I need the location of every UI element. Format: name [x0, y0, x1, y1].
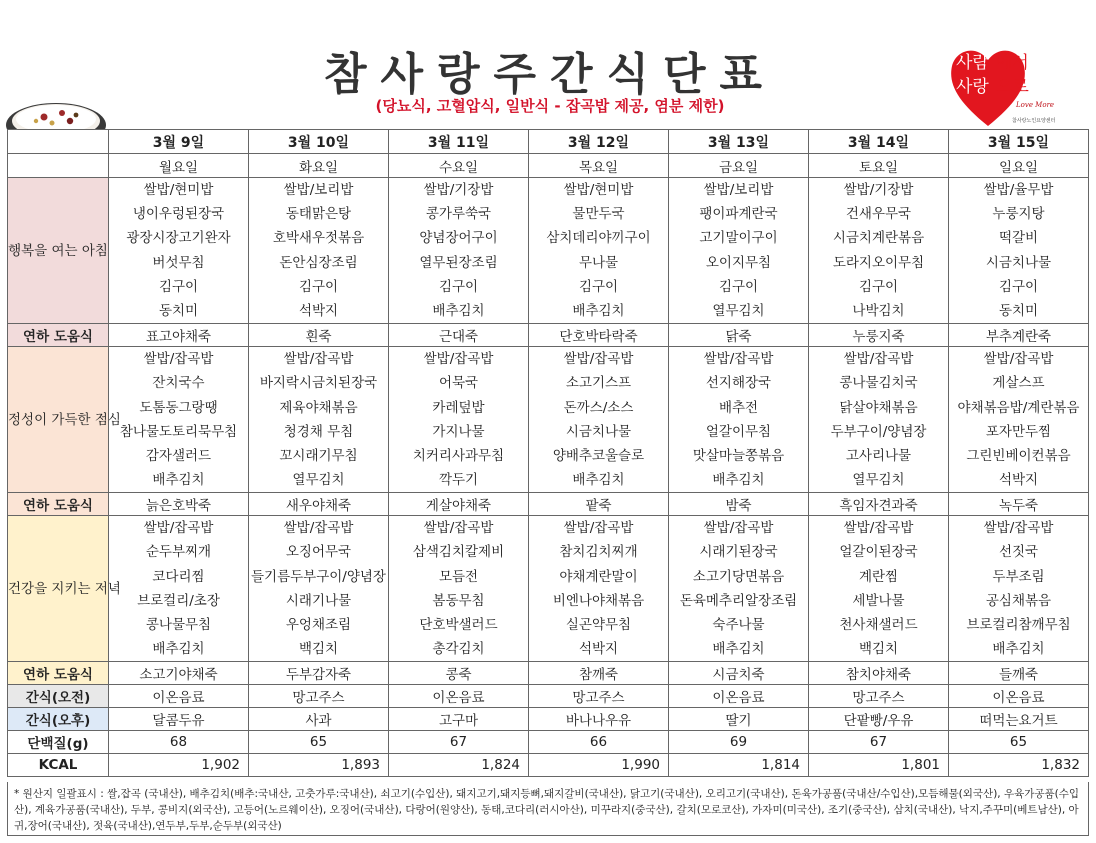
menu-cell — [529, 347, 669, 493]
soft-meal-cell: 단호박타락죽 — [529, 324, 669, 347]
snack-label: 간식(오전) — [8, 685, 109, 708]
menu-item: 쌀밥/잡곡밥 — [283, 520, 354, 537]
menu-cell — [109, 347, 249, 493]
menu-item: 쌀밥/보리밥 — [703, 182, 774, 198]
menu-item: 야채계란말이 — [559, 568, 638, 585]
menu-item: 두부조림 — [992, 568, 1045, 585]
weekly-menu-table — [7, 129, 1089, 777]
menu-item: 쌀밥/기장밥 — [843, 182, 914, 198]
soft-meal-cell: 소고기야채죽 — [109, 662, 249, 685]
menu-item: 동태맑은탕 — [285, 206, 352, 223]
soft-meal-label: 연하 도움식 — [8, 493, 109, 516]
protein-cell: 69 — [669, 731, 809, 754]
soft-meal-cell: 참깨죽 — [529, 662, 669, 685]
weekday-header: 화요일 — [249, 154, 389, 178]
soft-meal-cell: 두부감자죽 — [249, 662, 389, 685]
menu-item: 우엉채조림 — [285, 617, 352, 633]
organization-logo — [948, 40, 1088, 130]
soft-meal-row — [8, 324, 1089, 347]
weekday-header: 월요일 — [109, 154, 249, 178]
menu-item: 석박지 — [998, 472, 1039, 489]
menu-item: 배추김치 — [712, 472, 765, 489]
menu-item: 고사리나물 — [845, 447, 912, 464]
protein-cell: 67 — [809, 731, 949, 754]
menu-item: 포자만두찜 — [985, 423, 1052, 440]
menu-cell — [809, 347, 949, 493]
menu-item: 열무된장조림 — [419, 254, 498, 271]
weekday-header: 수요일 — [389, 154, 529, 178]
menu-item: 쌀밥/잡곡밥 — [983, 351, 1054, 368]
meal-row — [8, 178, 1089, 324]
menu-cell — [389, 516, 529, 662]
soft-meal-cell: 흰죽 — [249, 324, 389, 347]
snack-cell: 단팥빵/우유 — [809, 708, 949, 731]
menu-item: 양배추코울슬로 — [552, 447, 645, 464]
logo-text-2a: 사랑 — [956, 77, 989, 97]
snack-cell: 이온음료 — [949, 685, 1089, 708]
protein-cell: 67 — [389, 731, 529, 754]
menu-item: 삼색김치칼제비 — [412, 544, 505, 561]
logo-text-1b: 에서 — [996, 53, 1029, 73]
menu-cell — [109, 516, 249, 662]
soft-meal-row — [8, 493, 1089, 516]
menu-cell — [809, 178, 949, 324]
menu-item: 야채볶음밥/계란볶음 — [957, 399, 1080, 416]
soft-meal-cell: 시금치죽 — [669, 662, 809, 685]
kcal-cell: 1,824 — [389, 754, 529, 777]
menu-item: 들기름두부구이/양념장 — [251, 568, 386, 585]
menu-item: 게살스프 — [992, 375, 1045, 392]
snack-cell: 고구마 — [389, 708, 529, 731]
menu-item: 시래기된장국 — [699, 544, 778, 561]
menu-item: 배추김치 — [152, 472, 205, 489]
meal-row — [8, 516, 1089, 662]
kcal-cell: 1,832 — [949, 754, 1089, 777]
weekday-header: 일요일 — [949, 154, 1089, 178]
soft-meal-cell: 새우야채죽 — [249, 493, 389, 516]
menu-item: 김구이 — [298, 278, 339, 295]
menu-item: 쌀밥/잡곡밥 — [703, 351, 774, 368]
menu-item: 쌀밥/현미밥 — [143, 182, 214, 198]
menu-item: 열무김치 — [712, 302, 765, 319]
snack-cell: 망고주스 — [249, 685, 389, 708]
protein-label: 단백질(g) — [8, 731, 109, 754]
menu-item: 브로컬리참깨무침 — [966, 617, 1071, 633]
menu-item: 나박김치 — [852, 302, 905, 319]
menu-item: 숙주나물 — [712, 617, 765, 633]
menu-item: 쌀밥/잡곡밥 — [283, 351, 354, 368]
date-header: 3월 15일 — [949, 130, 1089, 154]
menu-item: 쌀밥/잡곡밥 — [703, 520, 774, 537]
menu-cell — [249, 347, 389, 493]
soft-meal-cell: 누룽지죽 — [809, 324, 949, 347]
snack-cell: 망고주스 — [529, 685, 669, 708]
menu-item: 쌀밥/잡곡밥 — [563, 520, 634, 537]
menu-item: 쌀밥/잡곡밥 — [843, 520, 914, 537]
menu-item: 돈육메추리알장조림 — [679, 592, 798, 609]
protein-row — [8, 731, 1089, 754]
menu-item: 동치미 — [158, 302, 199, 319]
protein-cell: 65 — [249, 731, 389, 754]
snack-cell: 딸기 — [669, 708, 809, 731]
snack-cell: 떠먹는요거트 — [949, 708, 1089, 731]
menu-item: 오징어무국 — [285, 544, 352, 561]
soft-meal-cell: 흑임자견과죽 — [809, 493, 949, 516]
menu-item: 버섯무침 — [152, 254, 205, 271]
protein-cell: 68 — [109, 731, 249, 754]
menu-item: 배추전 — [718, 399, 759, 416]
menu-item: 두부구이/양념장 — [830, 423, 927, 440]
menu-item: 감자샐러드 — [145, 447, 212, 464]
menu-cell — [109, 178, 249, 324]
menu-cell — [669, 516, 809, 662]
menu-item: 김구이 — [998, 278, 1039, 295]
menu-item: 석박지 — [298, 302, 339, 319]
date-header: 3월 12일 — [529, 130, 669, 154]
menu-item: 깍두기 — [438, 472, 479, 489]
menu-item: 비엔나야채볶음 — [552, 592, 645, 609]
menu-item: 쌀밥/율무밥 — [983, 182, 1054, 198]
snack-cell: 이온음료 — [669, 685, 809, 708]
menu-item: 청경채 무침 — [283, 423, 354, 440]
page-header — [0, 0, 1096, 125]
soft-meal-cell: 콩죽 — [389, 662, 529, 685]
snack-cell: 망고주스 — [809, 685, 949, 708]
kcal-cell: 1,990 — [529, 754, 669, 777]
menu-item: 참나물도토리묵무침 — [119, 423, 238, 440]
snack-row — [8, 685, 1089, 708]
page-title: 참사랑주간식단표 — [323, 49, 777, 100]
menu-item: 석박지 — [578, 641, 619, 658]
menu-item: 떡갈비 — [998, 230, 1039, 247]
menu-item: 동치미 — [998, 302, 1039, 319]
menu-item: 시금치계란볶음 — [832, 230, 925, 247]
menu-item: 도라지오이무침 — [832, 254, 925, 271]
menu-item: 쌀밥/잡곡밥 — [423, 351, 494, 368]
menu-item: 잔치국수 — [152, 375, 205, 392]
menu-item: 총각김치 — [432, 641, 485, 658]
menu-item: 선지해장국 — [705, 375, 772, 392]
menu-item: 열무김치 — [852, 472, 905, 489]
menu-item: 쌀밥/잡곡밥 — [563, 351, 634, 368]
menu-item: 호박새우젓볶음 — [272, 230, 365, 247]
menu-item: 봄동무침 — [432, 592, 485, 609]
protein-cell: 65 — [949, 731, 1089, 754]
menu-item: 쌀밥/잡곡밥 — [143, 520, 214, 537]
menu-item: 누룽지탕 — [992, 206, 1045, 223]
weekday-header: 토요일 — [809, 154, 949, 178]
menu-item: 실곤약무침 — [565, 617, 632, 633]
soft-meal-cell: 밤죽 — [669, 493, 809, 516]
soft-meal-cell: 늙은호박죽 — [109, 493, 249, 516]
menu-item: 쌀밥/잡곡밥 — [143, 351, 214, 368]
menu-item: 바지락시금치된장국 — [259, 375, 378, 392]
menu-cell — [949, 178, 1089, 324]
menu-item: 참치김치찌개 — [559, 544, 638, 561]
kcal-row — [8, 754, 1089, 777]
date-header: 3월 14일 — [809, 130, 949, 154]
menu-item: 배추김치 — [432, 302, 485, 319]
menu-item: 광장시장고기완자 — [126, 230, 231, 247]
menu-item: 돈안심장조림 — [279, 254, 358, 271]
logo-org: 참사랑노인요양센터 — [1012, 118, 1056, 124]
soft-meal-cell: 녹두죽 — [949, 493, 1089, 516]
soft-meal-cell: 참치야채죽 — [809, 662, 949, 685]
menu-item: 배추김치 — [572, 472, 625, 489]
menu-cell — [529, 516, 669, 662]
menu-item: 닭살야채볶음 — [839, 399, 918, 416]
menu-item: 소고기당면볶음 — [692, 568, 785, 585]
menu-item: 쌀밥/잡곡밥 — [843, 351, 914, 368]
menu-item: 세발나물 — [852, 592, 905, 609]
menu-item: 얼갈이무침 — [705, 423, 772, 440]
menu-item: 시래기나물 — [285, 592, 352, 609]
menu-item: 오이지무침 — [705, 254, 772, 271]
soft-meal-cell: 들깨죽 — [949, 662, 1089, 685]
meal-label: 건강을 지키는 저녁 — [8, 516, 109, 662]
soft-meal-label: 연하 도움식 — [8, 324, 109, 347]
date-header: 3월 10일 — [249, 130, 389, 154]
snack-row — [8, 708, 1089, 731]
logo-text-1a: 사람 — [956, 53, 989, 73]
menu-item: 시금치나물 — [985, 254, 1052, 271]
weekday-header: 금요일 — [669, 154, 809, 178]
menu-item: 건새우무국 — [845, 206, 912, 223]
soft-meal-row — [8, 662, 1089, 685]
snack-cell: 이온음료 — [389, 685, 529, 708]
date-header: 3월 9일 — [109, 130, 249, 154]
menu-item: 배추김치 — [152, 641, 205, 658]
menu-item: 고기말이구이 — [699, 230, 778, 247]
menu-item: 맛살마늘쫑볶음 — [692, 447, 785, 464]
menu-item: 무나물 — [578, 254, 619, 271]
menu-item: 가지나물 — [432, 423, 485, 440]
menu-item: 쌀밥/잡곡밥 — [423, 520, 494, 537]
meal-row — [8, 347, 1089, 493]
kcal-cell: 1,902 — [109, 754, 249, 777]
menu-item: 얼갈이된장국 — [839, 544, 918, 561]
soft-meal-cell: 게살야채죽 — [389, 493, 529, 516]
menu-item: 공심채볶음 — [985, 592, 1052, 609]
menu-item: 열무김치 — [292, 472, 345, 489]
soft-meal-label: 연하 도움식 — [8, 662, 109, 685]
kcal-cell: 1,814 — [669, 754, 809, 777]
menu-item: 계란찜 — [858, 568, 899, 585]
menu-cell — [949, 347, 1089, 493]
menu-item: 쌀밥/현미밥 — [563, 182, 634, 198]
menu-item: 모듬전 — [438, 568, 479, 585]
page-subtitle: (당뇨식, 고혈압식, 일반식 - 잡곡밥 제공, 염분 제한) — [375, 97, 725, 115]
snack-cell: 바나나우유 — [529, 708, 669, 731]
origin-note: * 원산지 일괄표시 : 쌀,잡곡 (국내산), 배추김치(배추:국내산, 고춧가루:국내산), 쇠고기(수입산), 돼지고기,돼지등뼈,돼지갈비(국내산), 닭고기(국내산), 오리고기(국내산), 돈육가공품(국내산/수입산),모듬해물(외국산), 우육가공품(수입산), 계육가공품(국내산), 두부, 콩비지(외국산), 고등어(노르웨이산), 오징어(국내산), 다랑어(원양산), 동태,코다리(러시아산), 미꾸라지(중국산), 갈치(모로코산), 가자미(미국산), 조기(중국산), 삼치(국내산), 낙지,주꾸미(베트남산), 아귀,장어(국내산), 젓육(국내산),연두부,두부,순두부(외국산) — [7, 782, 1089, 836]
kcal-cell: 1,801 — [809, 754, 949, 777]
menu-cell — [669, 178, 809, 324]
menu-cell — [389, 178, 529, 324]
menu-item: 어묵국 — [438, 375, 479, 392]
menu-item: 제육야채볶음 — [279, 399, 358, 416]
menu-item: 양념장어구이 — [419, 230, 498, 247]
date-header: 3월 13일 — [669, 130, 809, 154]
protein-cell: 66 — [529, 731, 669, 754]
menu-item: 브로컬리/초장 — [137, 592, 220, 609]
meal-label: 정성이 가득한 점심 — [8, 347, 109, 493]
menu-item: 소고기스프 — [565, 375, 632, 392]
menu-item: 단호박샐러드 — [419, 617, 498, 633]
soft-meal-cell: 닭죽 — [669, 324, 809, 347]
menu-cell — [249, 178, 389, 324]
menu-item: 순두부찌개 — [145, 544, 212, 561]
soft-meal-cell: 표고야채죽 — [109, 324, 249, 347]
menu-item: 물만두국 — [572, 206, 625, 223]
menu-cell — [529, 178, 669, 324]
menu-item: 백김치 — [858, 641, 899, 658]
menu-item: 김구이 — [438, 278, 479, 295]
menu-item: 선짓국 — [998, 544, 1039, 561]
menu-item: 쌀밥/보리밥 — [283, 182, 354, 198]
weekday-header: 목요일 — [529, 154, 669, 178]
corner-cell — [8, 154, 109, 178]
menu-item: 그린빈베이컨볶음 — [966, 447, 1071, 464]
snack-label: 간식(오후) — [8, 708, 109, 731]
menu-item: 팽이파계란국 — [699, 206, 778, 223]
corner-cell — [8, 130, 109, 154]
menu-item: 백김치 — [298, 641, 339, 658]
menu-item: 콩나물김치국 — [839, 375, 918, 392]
snack-cell: 이온음료 — [109, 685, 249, 708]
menu-item: 배추김치 — [992, 641, 1045, 658]
menu-item: 콩나물무침 — [145, 617, 212, 633]
menu-item: 쌀밥/기장밥 — [423, 182, 494, 198]
menu-item: 도톰동그랑땡 — [139, 399, 218, 416]
kcal-cell: 1,893 — [249, 754, 389, 777]
logo-text-2b: 으로 — [996, 77, 1029, 97]
menu-item: 돈까스/소스 — [563, 399, 634, 416]
soft-meal-cell: 부추계란죽 — [949, 324, 1089, 347]
menu-item: 카레덮밥 — [432, 399, 485, 416]
menu-item: 콩가루쑥국 — [425, 206, 492, 223]
menu-item: 꼬시래기무침 — [279, 447, 358, 464]
menu-item: 치커리사과무침 — [412, 447, 505, 464]
kcal-label: KCAL — [8, 754, 109, 777]
date-header: 3월 11일 — [389, 130, 529, 154]
menu-item: 김구이 — [718, 278, 759, 295]
menu-cell — [249, 516, 389, 662]
meal-label: 행복을 여는 아침 — [8, 178, 109, 324]
menu-item: 냉이우렁된장국 — [132, 206, 225, 223]
menu-item: 김구이 — [858, 278, 899, 295]
menu-cell — [809, 516, 949, 662]
menu-cell — [669, 347, 809, 493]
menu-cell — [389, 347, 529, 493]
menu-item: 김구이 — [578, 278, 619, 295]
menu-item: 코다리찜 — [152, 568, 205, 585]
soft-meal-cell: 근대죽 — [389, 324, 529, 347]
snack-cell: 사과 — [249, 708, 389, 731]
snack-cell: 달콤두유 — [109, 708, 249, 731]
menu-cell — [949, 516, 1089, 662]
menu-item: 배추김치 — [572, 302, 625, 319]
menu-item: 천사채샐러드 — [839, 617, 918, 633]
logo-script: Love More — [1016, 101, 1055, 109]
menu-item: 쌀밥/잡곡밥 — [983, 520, 1054, 537]
soft-meal-cell: 팥죽 — [529, 493, 669, 516]
menu-item: 삼치데리야끼구이 — [546, 230, 651, 247]
menu-item: 김구이 — [158, 278, 199, 295]
menu-item: 시금치나물 — [565, 423, 632, 440]
menu-item: 배추김치 — [712, 641, 765, 658]
